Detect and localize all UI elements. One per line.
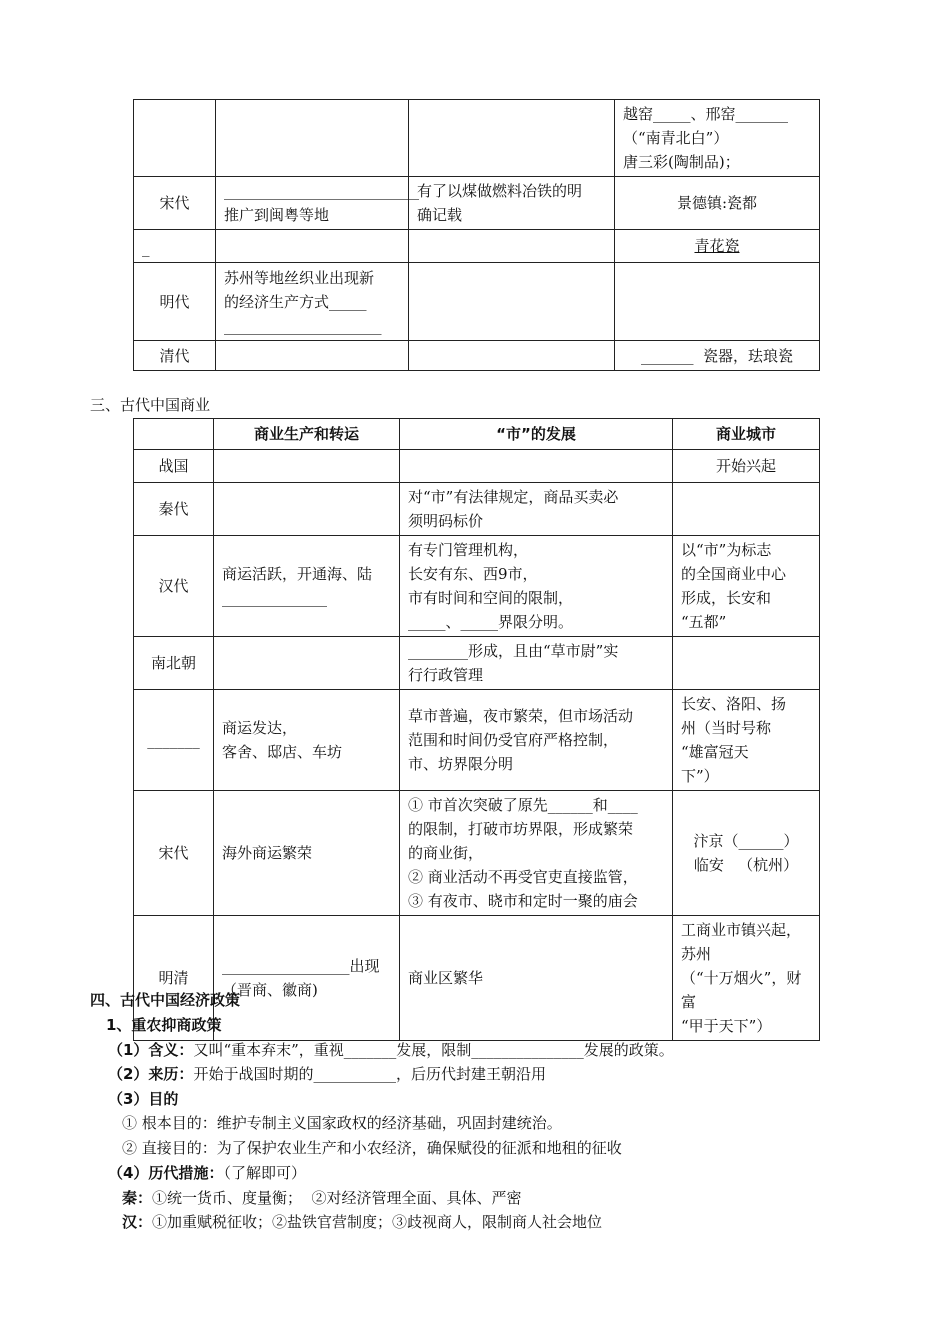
cell-line: 市有时间和空间的限制， — [408, 589, 574, 607]
table-cell — [673, 450, 820, 483]
cell-line: 有了以煤做燃料冶铁的明 — [417, 182, 583, 200]
cell-line: ② 商业活动不再受官吏直接监管， — [408, 868, 638, 886]
table-cell — [216, 230, 409, 263]
table-cell — [400, 536, 673, 637]
table-cell — [216, 341, 409, 371]
text: 又叫“重本弃末”，重视_______发展，限制_______________发展的政策。 — [193, 1041, 674, 1059]
period-cell: 清代 — [134, 341, 216, 371]
cell-line: 苏州等地丝织业出现新 — [224, 268, 375, 287]
cell-line: 景德镇:瓷都 — [676, 194, 758, 212]
label: （4）历代措施： — [108, 1164, 224, 1182]
cell-line: 的限制，打破市坊界限，形成繁荣 — [408, 820, 634, 838]
cell-line: 市、坊界限分明 — [408, 755, 514, 773]
cell-line: 临安 （杭州） — [693, 856, 799, 874]
table-cell — [673, 690, 820, 791]
table-row — [134, 791, 820, 916]
text: ①统一货币、度量衡； ②对经济管理全面、具体、严密 — [152, 1189, 522, 1207]
period-cell: 战国 — [134, 450, 214, 483]
label: （1）含义： — [108, 1041, 194, 1059]
cell-line: 下”） — [681, 767, 719, 785]
cell-line: 推广到闽粤等地 — [224, 206, 330, 224]
period-cell: _______ — [134, 690, 214, 791]
cell-line: （“南青北白”） — [623, 129, 729, 147]
section3-title: 三、古代中国商业 — [90, 396, 211, 414]
table-cell — [216, 177, 419, 230]
table-cell — [400, 483, 673, 536]
header-cell: “市”的发展 — [400, 419, 673, 450]
table-cell — [216, 100, 409, 177]
cell-line: 范围和时间仍受官府严格控制， — [408, 731, 619, 749]
table-row — [134, 483, 820, 536]
period-cell: 明代 — [134, 263, 216, 341]
cell-line: ① 市首次突破了原先______和____ — [408, 796, 638, 814]
table-cell — [673, 536, 820, 637]
cell-line: 行行政管理 — [408, 666, 484, 684]
table-cell — [673, 791, 820, 916]
table-cell — [409, 263, 615, 341]
cell-line: 汴京（______） — [693, 832, 799, 850]
table-cell — [400, 450, 673, 483]
cell-line: “五都” — [681, 613, 727, 631]
measure-qin — [122, 1186, 522, 1210]
paragraph-measures — [108, 1161, 306, 1185]
cell-line: 州（当时号称 — [681, 719, 772, 737]
cell-line: ③ 有夜市、晓市和定时一聚的庙会 — [408, 892, 638, 910]
table-row — [134, 916, 820, 1041]
header-cell: 商业生产和转运 — [214, 419, 400, 450]
table-cell — [214, 536, 400, 637]
text: ①加重赋税征收；②盐铁官营制度；③歧视商人，限制商人社会地位 — [152, 1213, 603, 1231]
cell-line: 的经济生产方式_____ — [224, 292, 367, 311]
text: 开始于战国时期的___________，后历代封建王朝沿用 — [193, 1065, 546, 1083]
period-cell: 汉代 — [134, 536, 214, 637]
label: 秦： — [122, 1189, 153, 1207]
cell-line: 开始兴起 — [715, 457, 776, 475]
table-cell — [216, 263, 409, 341]
period-cell: 秦代 — [134, 483, 214, 536]
table-cell — [673, 637, 820, 690]
cell-line: （晋商、徽商) — [222, 981, 318, 999]
paragraph-origin — [108, 1062, 546, 1086]
table-row — [134, 341, 820, 371]
cell-line: 商运活跃，开通海、陆 — [222, 565, 373, 583]
cell-line: ________形成，且由“草市尉”实 — [408, 642, 619, 660]
table-cell — [409, 341, 615, 371]
cell-line: 确记载 — [417, 206, 463, 224]
note: （了解即可） — [223, 1164, 306, 1182]
cell-line: 草市普遍，夜市繁荣，但市场活动 — [408, 707, 634, 725]
paragraph-purpose-label: （3）目的 — [108, 1090, 179, 1108]
cell-line: _____、_____界限分明。 — [408, 613, 574, 631]
cell-line: 有专门管理机构， — [408, 541, 529, 559]
label: （2）来历： — [108, 1065, 194, 1083]
purpose-fundamental: ① 根本目的：维护专制主义国家政权的经济基础，巩固封建统治。 — [122, 1114, 562, 1132]
table-cell — [615, 341, 820, 371]
cell-line: 海外商运繁荣 — [222, 844, 313, 862]
period-cell: 宋代 — [134, 791, 214, 916]
cell-line: 工商业市镇兴起，苏州 — [681, 921, 802, 963]
table-cell — [400, 791, 673, 916]
table-row — [134, 263, 820, 341]
cell-line: 商业区繁华 — [408, 969, 484, 987]
table-row — [134, 450, 820, 483]
period-cell — [134, 100, 216, 177]
cell-line: “甲于天下”） — [681, 1017, 772, 1035]
table-cell — [409, 100, 615, 177]
table-cell — [409, 230, 615, 263]
paragraph-meaning — [108, 1038, 674, 1062]
table-cell — [214, 637, 400, 690]
table-cell — [400, 690, 673, 791]
table-cell — [214, 791, 400, 916]
cell-line: 对“市”有法律规定，商品买卖必 — [408, 488, 619, 506]
cell-line: __________________________ — [224, 182, 419, 200]
section4-title: 四、古代中国经济政策 — [90, 991, 241, 1009]
period-cell: 明清 — [134, 916, 214, 1041]
table-cell — [400, 637, 673, 690]
table-cell — [615, 263, 820, 341]
period-cell: _ — [134, 230, 216, 263]
purpose-direct: ② 直接目的：为了保护农业生产和小农经济，确保赋役的征派和地租的征收 — [122, 1139, 622, 1157]
cell-line: 长安、洛阳、扬 — [681, 695, 787, 713]
table-cell — [615, 177, 820, 230]
table-cell — [214, 450, 400, 483]
table-row — [134, 690, 820, 791]
table-row — [134, 637, 820, 690]
commerce-table — [133, 418, 820, 1041]
table-cell — [214, 916, 400, 1041]
cell-line: （“十万烟火”，财富 — [681, 969, 802, 1011]
table-row — [134, 536, 820, 637]
cell-line: 唐三彩(陶制品)； — [623, 153, 740, 171]
table-cell — [673, 483, 820, 536]
cell-line: _______ 瓷器，珐琅瓷 — [640, 346, 794, 365]
header-cell: 商业城市 — [673, 419, 820, 450]
cell-line: 青花瓷 — [694, 237, 740, 255]
period-cell: 南北朝 — [134, 637, 214, 690]
cell-line: 须明码标价 — [408, 512, 484, 530]
handicraft-table — [133, 99, 820, 371]
cell-line: 以“市”为标志 — [681, 541, 772, 559]
label: 汉： — [122, 1213, 153, 1231]
table-cell — [214, 690, 400, 791]
measure-han — [122, 1210, 602, 1234]
table-cell — [615, 100, 820, 177]
cell-line: 长安有东、西9市， — [408, 565, 538, 583]
table-cell — [673, 916, 820, 1041]
table-cell — [409, 177, 615, 230]
period-cell: 宋代 — [134, 177, 216, 230]
cell-line: _____________________ — [224, 316, 382, 335]
table-cell — [400, 916, 673, 1041]
table-cell — [214, 483, 400, 536]
table-cell — [615, 230, 820, 263]
cell-line: 越窑_____、邢窑_______ — [623, 105, 789, 123]
table-row — [134, 230, 820, 263]
subsection1-title: 1、重农抑商政策 — [106, 1016, 222, 1034]
cell-line: ______________ — [222, 589, 327, 607]
cell-line: “雄富冠天 — [681, 743, 749, 761]
cell-line: _________________出现 — [222, 957, 380, 975]
cell-line: 商运发达， — [222, 719, 298, 737]
cell-line: 客舍、邸店、车坊 — [222, 743, 343, 761]
cell-line: 的商业街， — [408, 844, 484, 862]
header-cell — [134, 419, 214, 450]
table-row — [134, 177, 820, 230]
table-row — [134, 100, 820, 177]
cell-line: 形成，长安和 — [681, 589, 772, 607]
cell-line: 的全国商业中心 — [681, 565, 787, 583]
